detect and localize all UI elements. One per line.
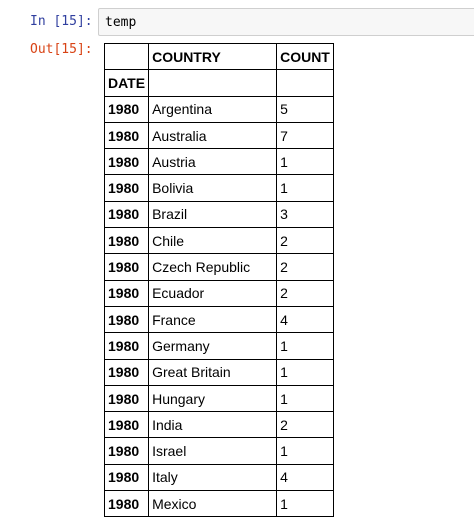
cell-country: India xyxy=(149,412,277,438)
column-header-country: COUNTRY xyxy=(149,44,277,70)
table-row xyxy=(105,333,334,359)
row-index-date: 1980 xyxy=(105,333,149,359)
row-index-date: 1980 xyxy=(105,464,149,490)
cell-country: Italy xyxy=(149,464,277,490)
row-index-date: 1980 xyxy=(105,359,149,385)
header-blank xyxy=(105,44,149,70)
cell-count: 2 xyxy=(277,280,334,306)
table-row xyxy=(105,412,334,438)
table-row xyxy=(105,306,334,332)
cell-count: 1 xyxy=(277,175,334,201)
output-area xyxy=(104,43,334,517)
row-index-date: 1980 xyxy=(105,280,149,306)
cell-country: Israel xyxy=(149,438,277,464)
cell-count: 7 xyxy=(277,122,334,148)
cell-count: 3 xyxy=(277,201,334,227)
cell-country: Germany xyxy=(149,333,277,359)
cell-count: 1 xyxy=(277,149,334,175)
cell-count: 2 xyxy=(277,254,334,280)
row-index-date: 1980 xyxy=(105,491,149,517)
cell-count: 1 xyxy=(277,385,334,411)
table-row xyxy=(105,201,334,227)
header-blank xyxy=(277,70,334,96)
cell-count: 2 xyxy=(277,412,334,438)
table-row xyxy=(105,280,334,306)
cell-count: 1 xyxy=(277,333,334,359)
table-body xyxy=(105,96,334,517)
column-header-count: COUNT xyxy=(277,44,334,70)
cell-country: France xyxy=(149,306,277,332)
table-row xyxy=(105,254,334,280)
cell-count: 1 xyxy=(277,359,334,385)
dataframe-table xyxy=(104,43,334,517)
cell-country: Australia xyxy=(149,122,277,148)
table-row xyxy=(105,228,334,254)
cell-country: Great Britain xyxy=(149,359,277,385)
table-row xyxy=(105,122,334,148)
table-row xyxy=(105,96,334,122)
cell-count: 4 xyxy=(277,464,334,490)
cell-country: Austria xyxy=(149,149,277,175)
header-blank xyxy=(149,70,277,96)
index-name-row xyxy=(105,70,334,96)
input-prompt: In [15]: xyxy=(30,14,93,29)
cell-country: Chile xyxy=(149,228,277,254)
cell-country: Brazil xyxy=(149,201,277,227)
cell-country: Czech Republic xyxy=(149,254,277,280)
cell-count: 2 xyxy=(277,228,334,254)
cell-count: 1 xyxy=(277,438,334,464)
table-row xyxy=(105,438,334,464)
row-index-date: 1980 xyxy=(105,122,149,148)
cell-count: 4 xyxy=(277,306,334,332)
row-index-date: 1980 xyxy=(105,306,149,332)
row-index-date: 1980 xyxy=(105,412,149,438)
row-index-date: 1980 xyxy=(105,96,149,122)
cell-country: Ecuador xyxy=(149,280,277,306)
code-input-area[interactable] xyxy=(98,8,474,36)
table-row xyxy=(105,359,334,385)
cell-country: Hungary xyxy=(149,385,277,411)
table-row xyxy=(105,491,334,517)
row-index-date: 1980 xyxy=(105,228,149,254)
header-row xyxy=(105,44,334,70)
output-prompt: Out[15]: xyxy=(30,42,93,57)
row-index-date: 1980 xyxy=(105,438,149,464)
row-index-date: 1980 xyxy=(105,149,149,175)
table-row xyxy=(105,149,334,175)
row-index-date: 1980 xyxy=(105,201,149,227)
table-row xyxy=(105,385,334,411)
row-index-date: 1980 xyxy=(105,254,149,280)
cell-country: Argentina xyxy=(149,96,277,122)
cell-country: Bolivia xyxy=(149,175,277,201)
index-header-date: DATE xyxy=(105,70,149,96)
cell-count: 5 xyxy=(277,96,334,122)
table-row xyxy=(105,175,334,201)
row-index-date: 1980 xyxy=(105,385,149,411)
cell-country: Mexico xyxy=(149,491,277,517)
table-header xyxy=(105,44,334,97)
cell-count: 1 xyxy=(277,491,334,517)
code-text[interactable]: temp xyxy=(105,15,137,30)
row-index-date: 1980 xyxy=(105,175,149,201)
table-row xyxy=(105,464,334,490)
